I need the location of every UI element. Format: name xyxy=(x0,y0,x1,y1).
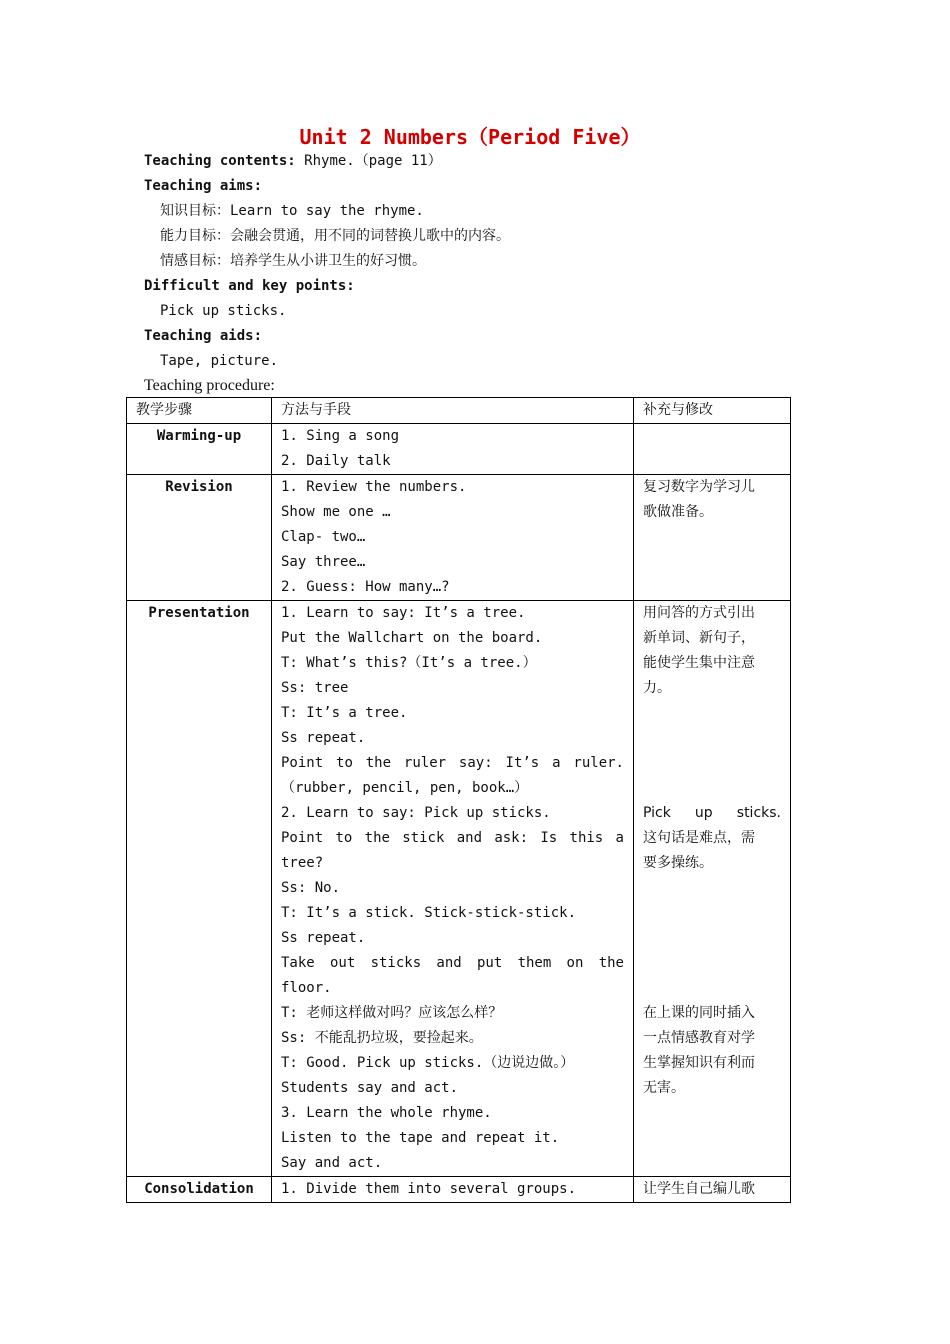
table-row xyxy=(127,1177,791,1203)
method-line: Ss: No. xyxy=(281,880,341,896)
method-line: Ss: tree xyxy=(281,680,349,696)
note-spacer xyxy=(643,701,781,726)
method-line: Students say and act. xyxy=(281,1080,459,1096)
note-line: 这句话是难点，需 xyxy=(643,830,755,846)
method-line: Say three… xyxy=(281,554,366,570)
method-line: 2. Daily talk xyxy=(281,453,391,469)
teaching-aids-label: Teaching aids: xyxy=(144,328,263,344)
method-line: Ss repeat. xyxy=(281,930,366,946)
teaching-aids-value: Tape, picture. xyxy=(160,353,279,369)
note-spacer xyxy=(643,751,781,776)
note-line: 能使学生集中注意 xyxy=(643,655,755,671)
note-spacer xyxy=(643,876,781,901)
teaching-contents-value: Rhyme.（page 11） xyxy=(304,153,442,169)
method-line: 1. Learn to say: It’s a tree. xyxy=(281,605,526,621)
teaching-contents xyxy=(144,149,442,174)
note-line: 在上课的同时插入 xyxy=(643,1005,755,1021)
aim-knowledge: 知识目标：Learn to say the rhyme. xyxy=(160,203,424,219)
note-spacer xyxy=(643,901,781,926)
header-method: 方法与手段 xyxy=(272,398,634,424)
method-consolidation xyxy=(272,1177,634,1203)
note-presentation xyxy=(634,601,791,1177)
aim-emotion: 情感目标：培养学生从小讲卫生的好习惯。 xyxy=(160,253,426,269)
step-warmup: Warming-up xyxy=(127,424,272,475)
note-spacer xyxy=(643,776,781,801)
note-line: 复习数字为学习儿 xyxy=(643,479,755,495)
method-line: T: What’s this?（It’s a tree.） xyxy=(281,655,537,671)
table-row xyxy=(127,424,791,475)
method-line: 2. Learn to say: Pick up sticks. xyxy=(281,805,551,821)
method-revision xyxy=(272,475,634,601)
page-title: Unit 2 Numbers（Period Five） xyxy=(299,125,641,149)
method-line: （rubber, pencil, pen, book…） xyxy=(281,780,529,796)
key-points-label: Difficult and key points: xyxy=(144,278,355,294)
key-points-value: Pick up sticks. xyxy=(160,303,287,319)
table-row xyxy=(127,601,791,1177)
note-line: 让学生自己编儿歌 xyxy=(643,1181,755,1197)
method-line: Take out sticks and put them on the xyxy=(281,955,624,971)
note-warmup xyxy=(634,424,791,475)
method-line: Point to the ruler say: It’s a ruler. xyxy=(281,755,624,771)
step-presentation: Presentation xyxy=(127,601,272,1177)
note-line: 无害。 xyxy=(643,1080,685,1096)
method-line: 1. Divide them into several groups. xyxy=(281,1181,577,1197)
method-presentation xyxy=(272,601,634,1177)
teaching-contents-label: Teaching contents: xyxy=(144,153,296,169)
step-consolidation: Consolidation xyxy=(127,1177,272,1203)
method-line: Listen to the tape and repeat it. xyxy=(281,1130,560,1146)
note-line: 新单词、新句子， xyxy=(643,630,755,646)
method-line: Ss: 不能乱扔垃圾，要捡起来。 xyxy=(281,1030,483,1046)
note-spacer xyxy=(643,726,781,751)
method-line: T: 老师这样做对吗？应该怎么样？ xyxy=(281,1005,503,1021)
method-line: Put the Wallchart on the board. xyxy=(281,630,543,646)
method-line: 1. Review the numbers. xyxy=(281,479,467,495)
note-line: Pick up sticks. xyxy=(643,805,781,821)
note-consolidation xyxy=(634,1177,791,1203)
method-warmup xyxy=(272,424,634,475)
teaching-aims-label: Teaching aims: xyxy=(144,178,263,194)
method-line: Say and act. xyxy=(281,1155,383,1171)
method-line: 1. Sing a song xyxy=(281,428,400,444)
method-line: Point to the stick and ask: Is this a xyxy=(281,830,624,846)
method-line: Show me one … xyxy=(281,504,391,520)
note-line: 一点情感教育对学 xyxy=(643,1030,755,1046)
method-line: floor. xyxy=(281,980,332,996)
method-line: T: Good. Pick up sticks.（边说边做。） xyxy=(281,1055,575,1071)
procedure-table xyxy=(126,397,791,1203)
note-spacer xyxy=(643,976,781,1001)
step-revision: Revision xyxy=(127,475,272,601)
method-line: T: It’s a tree. xyxy=(281,705,408,721)
note-revision xyxy=(634,475,791,601)
note-line: 要多操练。 xyxy=(643,855,713,871)
note-spacer xyxy=(643,951,781,976)
table-header-row xyxy=(127,398,791,424)
note-spacer xyxy=(643,926,781,951)
method-line: Clap- two… xyxy=(281,529,366,545)
method-line: 2. Guess: How many…? xyxy=(281,579,450,595)
method-line: T: It’s a stick. Stick-stick-stick. xyxy=(281,905,577,921)
procedure-label: Teaching procedure: xyxy=(144,377,275,394)
note-line: 歌做准备。 xyxy=(643,504,713,520)
note-line: 生掌握知识有利而 xyxy=(643,1055,755,1071)
method-line: Ss repeat. xyxy=(281,730,366,746)
header-note: 补充与修改 xyxy=(634,398,791,424)
note-line: 力。 xyxy=(643,680,671,696)
method-line: 3. Learn the whole rhyme. xyxy=(281,1105,492,1121)
aim-ability: 能力目标：会融会贯通，用不同的词替换儿歌中的内容。 xyxy=(160,228,510,244)
header-step: 教学步骤 xyxy=(127,398,272,424)
method-line: tree? xyxy=(281,855,324,871)
table-row xyxy=(127,475,791,601)
note-line: 用问答的方式引出 xyxy=(643,605,755,621)
